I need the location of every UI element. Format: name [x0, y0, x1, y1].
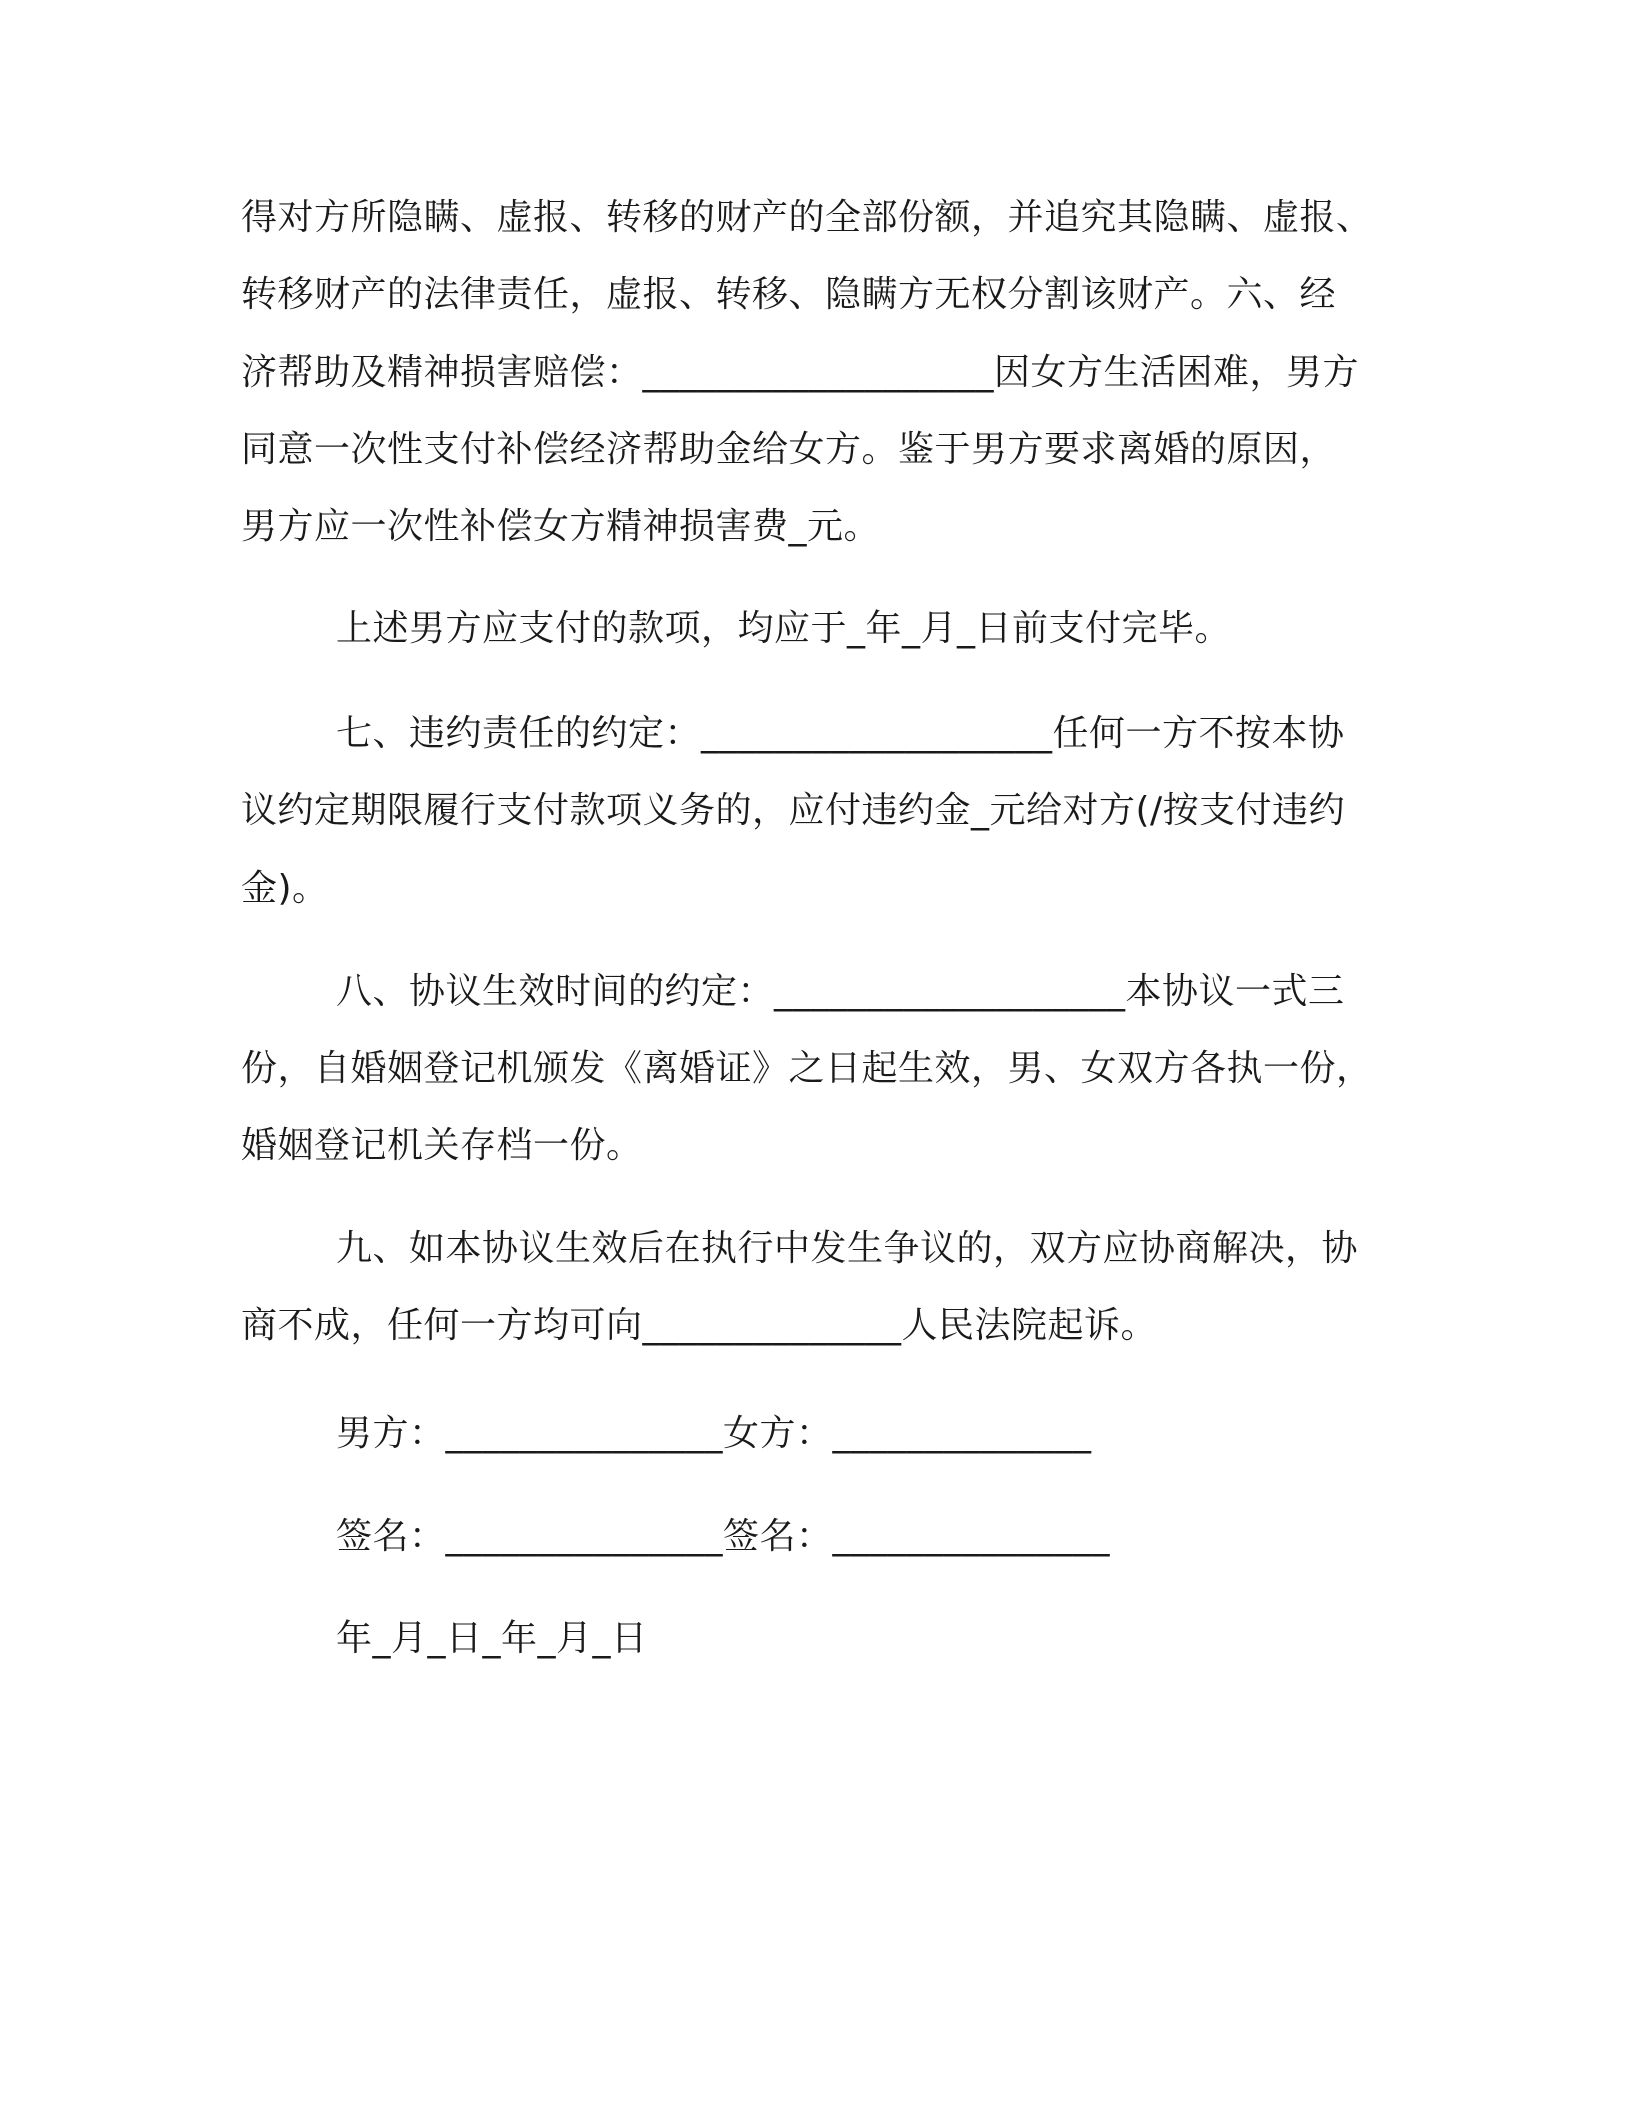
section-9-line-2: 商不成，任何一方均可向______________人民法院起诉。 [241, 1305, 1158, 1346]
signatures-line: 签名：_______________签名：_______________ [336, 1516, 1111, 1557]
dates-line: 年_月_日_年_月_日 [336, 1618, 648, 1659]
section-8-line-1: 八、协议生效时间的约定：___________________本协议一式三 [336, 971, 1345, 1012]
paragraph-5-line-2: 转移财产的法律责任，虚报、转移、隐瞒方无权分割该财产。六、经 [241, 274, 1337, 315]
paragraph-5-line-5: 男方应一次性补偿女方精神损害费_元。 [241, 506, 881, 547]
section-8-line-2: 份，自婚姻登记机颁发《离婚证》之日起生效，男、女双方各执一份， [241, 1048, 1373, 1089]
payment-deadline-line: 上述男方应支付的款项，均应于_年_月_日前支付完毕。 [336, 608, 1232, 649]
section-7-line-2: 议约定期限履行支付款项义务的，应付违约金_元给对方(/按支付违约 [241, 790, 1346, 831]
paragraph-5-line-4: 同意一次性支付补偿经济帮助金给女方。鉴于男方要求离婚的原因， [241, 429, 1337, 470]
parties-line: 男方：_______________女方：______________ [336, 1413, 1092, 1454]
paragraph-5-line-1: 得对方所隐瞒、虚报、转移的财产的全部份额，并追究其隐瞒、虚报、 [241, 197, 1373, 238]
section-7-line-1: 七、违约责任的约定：___________________任何一方不按本协 [336, 713, 1345, 754]
section-8-line-3: 婚姻登记机关存档一份。 [241, 1125, 643, 1166]
section-9-line-1: 九、如本协议生效后在执行中发生争议的，双方应协商解决，协 [336, 1228, 1359, 1269]
section-7-line-3: 金)。 [241, 868, 329, 909]
paragraph-5-line-3: 济帮助及精神损害赔偿：___________________因女方生活困难，男方 [241, 352, 1360, 393]
